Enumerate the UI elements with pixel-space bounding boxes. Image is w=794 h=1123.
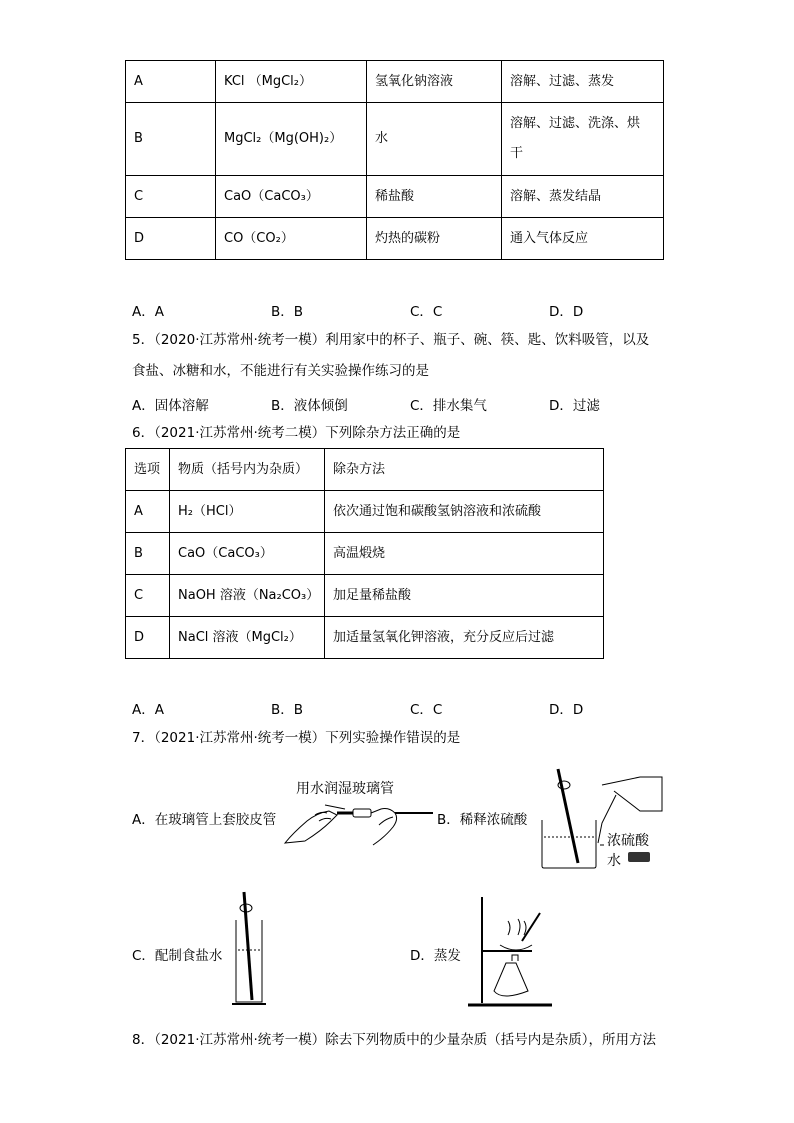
table-row (126, 218, 664, 260)
table-cell: 依次通过饱和碳酸氢钠溶液和浓硫酸 (325, 491, 604, 533)
hands-glass-tube-illustration (275, 795, 435, 855)
option-b-note-water: 水 (607, 853, 621, 869)
choice-b: B．B (271, 304, 304, 320)
option-b-note-acid: 浓硫酸 (607, 833, 649, 849)
option-c-label: C．配制食盐水 (132, 948, 223, 964)
table-cell: KCl （MgCl₂） (216, 61, 367, 103)
question-8-line-1: 8．（2021·江苏常州·统考一模）除去下列物质中的少量杂质（括号内是杂质），所用方法 (132, 1032, 657, 1048)
table-cell: 水 (367, 103, 502, 176)
choice-a: A．固体溶解 (132, 398, 209, 414)
table-cell: MgCl₂（Mg(OH)₂） (216, 103, 367, 176)
table-header-cell: 除杂方法 (325, 449, 604, 491)
cell-line: 干 (510, 146, 524, 161)
choice-d: D．D (549, 304, 584, 320)
impurity-table-1 (125, 60, 664, 260)
swatch-icon (628, 852, 650, 862)
table-cell: C (126, 575, 170, 617)
table-cell (502, 103, 664, 176)
question-6-stem: 6．（2021·江苏常州·统考二模）下列除杂方法正确的是 (132, 425, 461, 441)
choice-b: B．液体倾倒 (271, 398, 348, 414)
option-d-label: D．蒸发 (410, 948, 461, 964)
table-cell: 溶解、过滤、蒸发 (502, 61, 664, 103)
table-row (126, 61, 664, 103)
table-header-row (126, 449, 604, 491)
table-row (126, 533, 604, 575)
choice-b: B．B (271, 702, 304, 718)
question-5-line-1: 5．（2020·江苏常州·统考一模）利用家中的杯子、瓶子、碗、筷、匙、饮料吸管，以及 (132, 332, 650, 348)
table-row (126, 575, 604, 617)
choice-c: C．C (410, 304, 443, 320)
table-cell: A (126, 491, 170, 533)
table-row (126, 176, 664, 218)
option-b-label: B．稀释浓硫酸 (437, 812, 528, 828)
impurity-table-2 (125, 448, 604, 659)
table-cell: 稀盐酸 (367, 176, 502, 218)
table-cell: CaO（CaCO₃） (216, 176, 367, 218)
cell-line: 溶解、过滤、洗涤、烘 (510, 116, 641, 131)
table-cell: 加适量氢氧化钾溶液，充分反应后过滤 (325, 617, 604, 659)
table-cell: 氢氧化钠溶液 (367, 61, 502, 103)
table-cell: NaCl 溶液（MgCl₂） (170, 617, 325, 659)
table-cell: NaOH 溶液（Na₂CO₃） (170, 575, 325, 617)
table-cell: CaO（CaCO₃） (170, 533, 325, 575)
option-a-note: 用水润湿玻璃管 (296, 781, 394, 797)
choice-c: C．排水集气 (410, 398, 487, 414)
table-row (126, 491, 604, 533)
table-cell: D (126, 218, 216, 260)
choice-c: C．C (410, 702, 443, 718)
table-cell: CO（CO₂） (216, 218, 367, 260)
table-cell: 高温煅烧 (325, 533, 604, 575)
choice-a: A．A (132, 702, 164, 718)
question-7-stem: 7．（2021·江苏常州·统考一模）下列实验操作错误的是 (132, 730, 461, 746)
question-5-line-2: 食盐、冰糖和水，不能进行有关实验操作练习的是 (132, 363, 429, 379)
evaporation-illustration (462, 895, 557, 1010)
table-cell: 灼热的碳粉 (367, 218, 502, 260)
table-row (126, 103, 664, 176)
table-cell: 溶解、蒸发结晶 (502, 176, 664, 218)
option-a-label: A．在玻璃管上套胶皮管 (132, 812, 277, 828)
choice-a: A．A (132, 304, 164, 320)
table-header-cell: 物质（括号内为杂质） (170, 449, 325, 491)
choice-d: D．D (549, 702, 584, 718)
choice-d: D．过滤 (549, 398, 600, 414)
table-cell: B (126, 103, 216, 176)
table-cell: B (126, 533, 170, 575)
table-cell: 通入气体反应 (502, 218, 664, 260)
table-cell: D (126, 617, 170, 659)
table-cell: H₂（HCl） (170, 491, 325, 533)
table-cell: A (126, 61, 216, 103)
table-header-cell: 选项 (126, 449, 170, 491)
table-row (126, 617, 604, 659)
table-cell: C (126, 176, 216, 218)
measuring-cylinder-illustration (230, 890, 270, 1010)
table-cell: 加足量稀盐酸 (325, 575, 604, 617)
